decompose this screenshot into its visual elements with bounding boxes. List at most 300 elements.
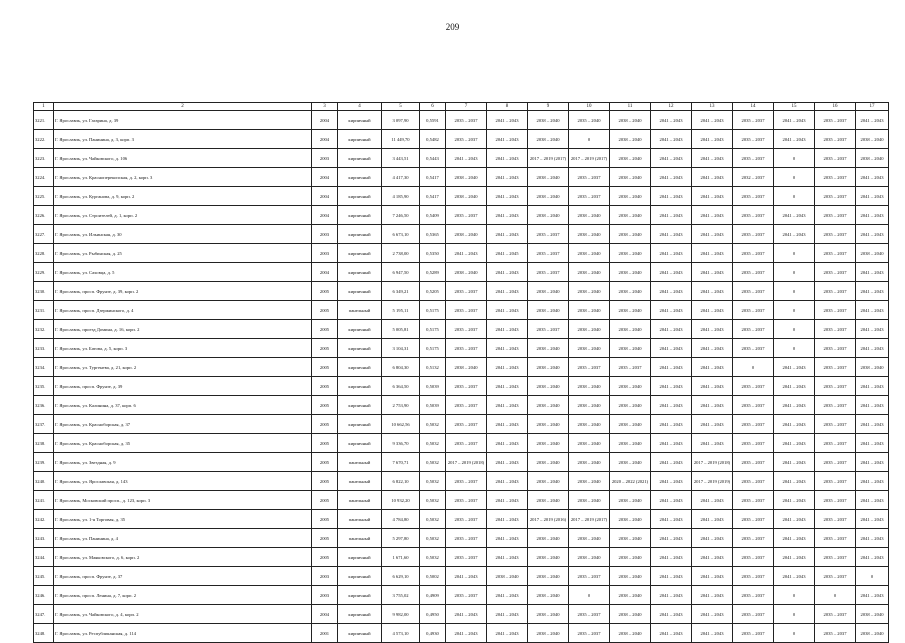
table-cell: 2035 – 2037 [733,415,774,434]
table-cell: 2041 – 2043 [856,339,889,358]
table-cell: 2038 – 2040 [610,168,651,187]
table-cell: 2041 – 2043 [487,586,528,605]
row-number-cell: 3229. [34,263,54,282]
address-cell: Г. Ярославль, Московский просп., д. 123, корп. 3 [54,491,312,510]
table-cell: 2038 – 2040 [528,377,569,396]
table-cell: 2041 – 2043 [651,130,692,149]
table-cell: 2038 – 2040 [528,605,569,624]
table-cell: 2035 – 2037 [446,510,487,529]
table-cell: 2041 – 2043 [651,434,692,453]
table-cell: 2038 – 2040 [569,472,610,491]
table-cell: 2041 – 2043 [856,187,889,206]
column-number-header: 6 [420,103,446,111]
table-row [34,206,889,225]
table-cell: 2038 – 2040 [610,624,651,643]
table-cell: 2035 – 2037 [446,130,487,149]
row-number-cell: 3235. [34,377,54,396]
table-cell: 2041 – 2043 [651,244,692,263]
table-cell: 2035 – 2037 [815,567,856,586]
table-cell: 0,5032 [420,529,446,548]
table-cell: 2038 – 2040 [856,624,889,643]
table-cell: 2035 – 2037 [815,377,856,396]
table-cell: 2041 – 2043 [487,548,528,567]
address-cell: Г. Ярославль, ул. 1-я Торговая, д. 35 [54,510,312,529]
table-cell: 10 932,20 [382,491,420,510]
table-cell: 0,4930 [420,624,446,643]
table-cell: 2038 – 2040 [610,130,651,149]
table-cell: 2041 – 2043 [692,358,733,377]
table-cell: 0,5482 [420,130,446,149]
table-cell: 2005 [312,377,338,396]
table-cell: 2041 – 2043 [856,206,889,225]
table-cell: 2041 – 2043 [856,586,889,605]
table-row [34,358,889,377]
table-cell: 2041 – 2043 [692,377,733,396]
row-number-cell: 3232. [34,320,54,339]
table-cell: 2041 – 2043 [651,282,692,301]
table-cell: 2038 – 2040 [446,263,487,282]
table-cell: кирпичный [338,605,382,624]
table-cell: 2038 – 2040 [856,244,889,263]
table-cell: кирпичный [338,624,382,643]
table-cell: 2038 – 2040 [569,301,610,320]
table-cell: 0,5350 [420,244,446,263]
table-cell: 0,5032 [420,491,446,510]
table-cell: 2017 – 2019 (2017) [569,510,610,529]
table-cell: 2035 – 2037 [815,491,856,510]
table-cell: 2038 – 2040 [446,168,487,187]
table-cell: 2041 – 2043 [774,396,815,415]
table-cell: 2041 – 2043 [692,130,733,149]
table-cell: 2 753,90 [382,396,420,415]
table-cell: 5 297,80 [382,529,420,548]
table-cell: 2038 – 2040 [569,548,610,567]
table-cell: 2005 [312,510,338,529]
table-cell: 2035 – 2037 [446,320,487,339]
table-row [34,111,889,130]
row-number-cell: 3236. [34,396,54,415]
table-cell: 2041 – 2043 [692,111,733,130]
table-cell: 2035 – 2037 [815,320,856,339]
table-cell: 0,5591 [420,111,446,130]
table-cell: 2041 – 2043 [692,434,733,453]
table-cell: 2038 – 2040 [528,111,569,130]
table-cell: 2038 – 2040 [528,358,569,377]
table-cell: 0 [774,320,815,339]
table-cell: 2041 – 2043 [651,339,692,358]
table-cell: 2041 – 2043 [651,453,692,472]
table-cell: 2041 – 2043 [651,111,692,130]
table-row [34,377,889,396]
table-cell: 2038 – 2040 [610,320,651,339]
table-cell: 2041 – 2043 [774,377,815,396]
table-cell: 2035 – 2037 [446,377,487,396]
table-cell: 2004 [312,263,338,282]
table-cell: 2041 – 2043 [651,415,692,434]
table-cell: 0,5032 [420,472,446,491]
table-cell: 0,5032 [420,453,446,472]
table-cell: 2035 – 2037 [815,434,856,453]
address-cell: Г. Ярославль, просп. Фрунзе, д. 39, корп. 2 [54,282,312,301]
table-row [34,472,889,491]
table-cell: 2035 – 2037 [815,301,856,320]
table-cell: 2041 – 2043 [692,339,733,358]
table-cell: 2041 – 2043 [651,529,692,548]
row-number-cell: 3231. [34,301,54,320]
table-cell: 2038 – 2040 [528,434,569,453]
table-cell: 6 629,10 [382,567,420,586]
column-number-header: 4 [338,103,382,111]
table-cell: 2041 – 2043 [856,472,889,491]
table-cell: кирпичный [338,396,382,415]
column-number-header: 2 [54,103,312,111]
table-cell: 2041 – 2043 [651,320,692,339]
address-cell: Г. Ярославль, ул. Маяковского, д. 6, корп. 2 [54,548,312,567]
table-cell: 2041 – 2043 [487,415,528,434]
table-cell: 0 [774,168,815,187]
table-cell: 2038 – 2040 [569,453,610,472]
row-number-cell: 3223. [34,149,54,168]
table-cell: 2041 – 2043 [774,453,815,472]
table-cell: 2041 – 2043 [856,415,889,434]
table-cell: 2038 – 2040 [856,605,889,624]
table-cell: 2041 – 2043 [487,301,528,320]
table-cell: 2041 – 2043 [692,244,733,263]
table-cell: 2035 – 2037 [446,415,487,434]
table-cell: 0 [733,358,774,377]
table-cell: 2038 – 2040 [528,415,569,434]
table-cell: 0 [774,263,815,282]
column-number-header: 7 [446,103,487,111]
table-cell: кирпичный [338,548,382,567]
table-cell: 2041 – 2043 [487,339,528,358]
table-cell: 2038 – 2040 [610,434,651,453]
table-cell: 2035 – 2037 [733,282,774,301]
table-cell: кирпичный [338,377,382,396]
table-cell: 2038 – 2040 [528,624,569,643]
address-cell: Г. Ярославль, просп. Фрунзе, д. 37 [54,567,312,586]
table-cell: 2038 – 2040 [528,187,569,206]
table-cell: 2035 – 2037 [733,548,774,567]
table-cell: 2041 – 2043 [692,510,733,529]
column-number-header: 9 [528,103,569,111]
column-number-row [34,103,889,111]
table-cell: 2003 [312,149,338,168]
table-cell: 2003 [312,244,338,263]
table-cell: 2041 – 2043 [487,434,528,453]
table-cell: 3 104,31 [382,339,420,358]
address-cell: Г. Ярославль, ул. Батова, д. 5, корп. 3 [54,339,312,358]
row-number-cell: 3227. [34,225,54,244]
table-cell: 2041 – 2043 [446,149,487,168]
address-cell: Г. Ярославль, ул. Ярославская, д. 143 [54,472,312,491]
table-cell: 11 449,70 [382,130,420,149]
table-cell: кирпичный [338,206,382,225]
table-cell: 2041 – 2043 [692,168,733,187]
table-cell: 2041 – 2043 [651,168,692,187]
table-cell: 2035 – 2037 [733,453,774,472]
table-cell: 3 097,90 [382,111,420,130]
table-cell: 2038 – 2040 [528,282,569,301]
table-cell: 0 [774,149,815,168]
table-cell: 2038 – 2040 [569,244,610,263]
table-cell: 2035 – 2037 [733,605,774,624]
table-cell: 2005 [312,301,338,320]
table-cell: 2041 – 2043 [487,529,528,548]
table-cell: 0 [815,586,856,605]
table-cell: 2035 – 2037 [815,130,856,149]
table-cell: 2041 – 2043 [856,320,889,339]
table-cell: 2038 – 2040 [610,510,651,529]
table-cell: 2038 – 2040 [528,529,569,548]
table-cell: 2041 – 2043 [487,510,528,529]
table-cell: 2038 – 2040 [856,130,889,149]
table-cell: 2041 – 2043 [856,282,889,301]
table-cell: 2041 – 2043 [487,396,528,415]
table-cell: 2038 – 2040 [610,491,651,510]
table-cell: 2035 – 2037 [815,206,856,225]
table-cell: 2041 – 2043 [856,491,889,510]
row-number-cell: 3241. [34,491,54,510]
table-row [34,301,889,320]
table-row [34,415,889,434]
table-cell: 2041 – 2043 [774,206,815,225]
table-cell: 2005 [312,396,338,415]
address-cell: Г. Ярославль, просп. Фрунзе, д. 39 [54,377,312,396]
row-number-cell: 3244. [34,548,54,567]
table-cell: 2004 [312,111,338,130]
table-cell: 2041 – 2043 [692,301,733,320]
table-cell: 2017 – 2019 (2016) [528,510,569,529]
table-cell: 2041 – 2043 [692,282,733,301]
table-cell: 2035 – 2037 [733,130,774,149]
table-row [34,453,889,472]
table-cell: 2041 – 2043 [446,624,487,643]
table-cell: 9 336,70 [382,434,420,453]
table-cell: 2035 – 2037 [815,624,856,643]
table-cell: кирпичный [338,358,382,377]
table-cell: кирпичный [338,149,382,168]
table-cell: кирпичный [338,130,382,149]
table-cell: 2038 – 2040 [610,149,651,168]
row-number-cell: 3248. [34,624,54,643]
table-cell: 2038 – 2040 [610,548,651,567]
table-cell: 2038 – 2040 [610,282,651,301]
table-cell: 2003 [312,586,338,605]
table-cell: 1 671,60 [382,548,420,567]
table-row [34,263,889,282]
table-cell: 2038 – 2040 [528,206,569,225]
table-cell: 2041 – 2045 [487,244,528,263]
table-cell: 2035 – 2037 [446,548,487,567]
table-cell: 7 670,71 [382,453,420,472]
row-number-cell: 3234. [34,358,54,377]
row-number-cell: 3245. [34,567,54,586]
table-cell: 7 246,50 [382,206,420,225]
table-cell: 2041 – 2043 [487,225,528,244]
table-cell: 2041 – 2043 [651,605,692,624]
table-cell: 2035 – 2037 [815,358,856,377]
table-cell: 2035 – 2037 [569,358,610,377]
table-cell: 2035 – 2037 [528,225,569,244]
table-cell: 2035 – 2037 [446,339,487,358]
table-cell: 0 [774,339,815,358]
column-number-header: 16 [815,103,856,111]
table-cell: 2041 – 2043 [856,453,889,472]
table-cell: панельный [338,529,382,548]
table-cell: 2041 – 2043 [692,263,733,282]
table-cell: 2005 [312,434,338,453]
table-cell: 2041 – 2043 [774,472,815,491]
table-row [34,586,889,605]
table-cell: 2035 – 2037 [815,415,856,434]
table-cell: 2017 – 2019 (2019) [692,472,733,491]
table-cell: 2041 – 2043 [487,187,528,206]
table-cell: 2041 – 2043 [856,225,889,244]
table-cell: 2035 – 2037 [815,529,856,548]
table-cell: 2 738,00 [382,244,420,263]
table-cell: 2035 – 2037 [733,434,774,453]
table-cell: 2038 – 2040 [569,339,610,358]
column-number-header: 5 [382,103,420,111]
table-cell: 2041 – 2043 [651,225,692,244]
table-cell: 2041 – 2043 [487,263,528,282]
table-cell: 2041 – 2043 [651,187,692,206]
table-cell: 2041 – 2043 [774,434,815,453]
row-number-cell: 3243. [34,529,54,548]
table-cell: 2041 – 2043 [856,301,889,320]
table-cell: 2038 – 2040 [446,358,487,377]
table-cell: панельный [338,510,382,529]
table-cell: 2035 – 2037 [815,453,856,472]
column-number-header: 12 [651,103,692,111]
table-cell: кирпичный [338,567,382,586]
table-cell: 2035 – 2037 [733,149,774,168]
row-number-cell: 3230. [34,282,54,301]
table-cell: 2041 – 2043 [487,453,528,472]
table-cell: 2038 – 2040 [569,320,610,339]
address-cell: Г. Ярославль, ул. Гагарина, д. 39 [54,111,312,130]
table-cell: кирпичный [338,586,382,605]
table-cell: 2041 – 2043 [487,149,528,168]
table-cell: 0 [774,586,815,605]
row-number-cell: 3224. [34,168,54,187]
table-row [34,244,889,263]
table-cell: 0,5039 [420,396,446,415]
table-cell: 2035 – 2037 [733,586,774,605]
table-cell: 2041 – 2043 [856,510,889,529]
table-cell: 0,5417 [420,187,446,206]
table-row [34,548,889,567]
table-cell: 2041 – 2043 [487,472,528,491]
table-cell: 2005 [312,529,338,548]
table-cell: 2041 – 2043 [446,244,487,263]
table-cell: 2035 – 2037 [733,301,774,320]
table-cell: 0,5365 [420,225,446,244]
table-cell: 2035 – 2037 [733,187,774,206]
table-cell: 2041 – 2043 [651,472,692,491]
table-cell: 2017 – 2019 (2018) [692,453,733,472]
table-cell: 2038 – 2040 [610,377,651,396]
table-cell: 2041 – 2043 [692,605,733,624]
table-cell: 2041 – 2043 [692,396,733,415]
table-cell: 2038 – 2040 [610,605,651,624]
table-cell: 2041 – 2043 [651,358,692,377]
table-cell: 2041 – 2043 [487,111,528,130]
table-cell: кирпичный [338,187,382,206]
table-cell: 2038 – 2040 [487,567,528,586]
table-cell: 2041 – 2043 [487,206,528,225]
table-cell: 2041 – 2043 [856,548,889,567]
table-cell: 2041 – 2043 [692,206,733,225]
table-cell: 0,5409 [420,206,446,225]
table-cell: кирпичный [338,244,382,263]
table-cell: 2041 – 2043 [692,586,733,605]
table-cell: 2038 – 2040 [610,396,651,415]
table-cell: 0,5032 [420,434,446,453]
column-number-header: 3 [312,103,338,111]
table-cell: 6 364,50 [382,377,420,396]
table-cell: 2038 – 2040 [528,472,569,491]
table-cell: кирпичный [338,263,382,282]
address-cell: Г. Ярославль, ул. Красноборская, д. 35 [54,434,312,453]
table-cell: 2038 – 2040 [446,225,487,244]
address-cell: Г. Ярославль, проезд Домина, д. 16, корп. 2 [54,320,312,339]
table-cell: 2035 – 2037 [569,605,610,624]
table-cell: 2005 [312,358,338,377]
row-number-cell: 3247. [34,605,54,624]
table-cell: 0 [774,301,815,320]
table-cell: 2005 [312,491,338,510]
table-cell: 2038 – 2040 [446,187,487,206]
row-number-cell: 3221. [34,111,54,130]
table-row [34,605,889,624]
table-cell: 2038 – 2040 [528,548,569,567]
table-cell: 2041 – 2043 [446,605,487,624]
table-cell: 2041 – 2043 [692,225,733,244]
address-cell: Г. Ярославль, ул. Панинина, д. 3, корп. 3 [54,130,312,149]
table-cell: 2004 [312,605,338,624]
table-cell: 2003 [312,567,338,586]
address-cell: Г. Ярославль, ул. Курганова, д. 9, корп. 2 [54,187,312,206]
table-cell: 3 755,02 [382,586,420,605]
table-cell: 4 417,30 [382,168,420,187]
address-cell: Г. Ярославль, ул. Тургенева, д. 21, корп. 2 [54,358,312,377]
column-number-header: 13 [692,103,733,111]
table-cell: 2041 – 2043 [651,377,692,396]
row-number-cell: 3233. [34,339,54,358]
table-cell: 2041 – 2043 [651,491,692,510]
table-cell: 2041 – 2043 [487,130,528,149]
row-number-cell: 3242. [34,510,54,529]
table-cell: 2035 – 2037 [815,396,856,415]
table-cell: 0 [856,567,889,586]
table-cell: 2035 – 2037 [815,263,856,282]
table-cell: 6 673,10 [382,225,420,244]
table-cell: 2035 – 2037 [733,111,774,130]
table-cell: 4 185,90 [382,187,420,206]
table-cell: 2041 – 2043 [692,567,733,586]
table-cell: 2038 – 2040 [610,187,651,206]
table-cell: 2035 – 2037 [528,263,569,282]
table-cell: 0,4909 [420,586,446,605]
table-cell: 2017 – 2019 (2017) [569,149,610,168]
table-cell: 2038 – 2040 [569,415,610,434]
table-cell: 6 822,10 [382,472,420,491]
table-cell: 2035 – 2037 [733,377,774,396]
table-cell: 2038 – 2040 [610,586,651,605]
table-cell: 2004 [312,187,338,206]
